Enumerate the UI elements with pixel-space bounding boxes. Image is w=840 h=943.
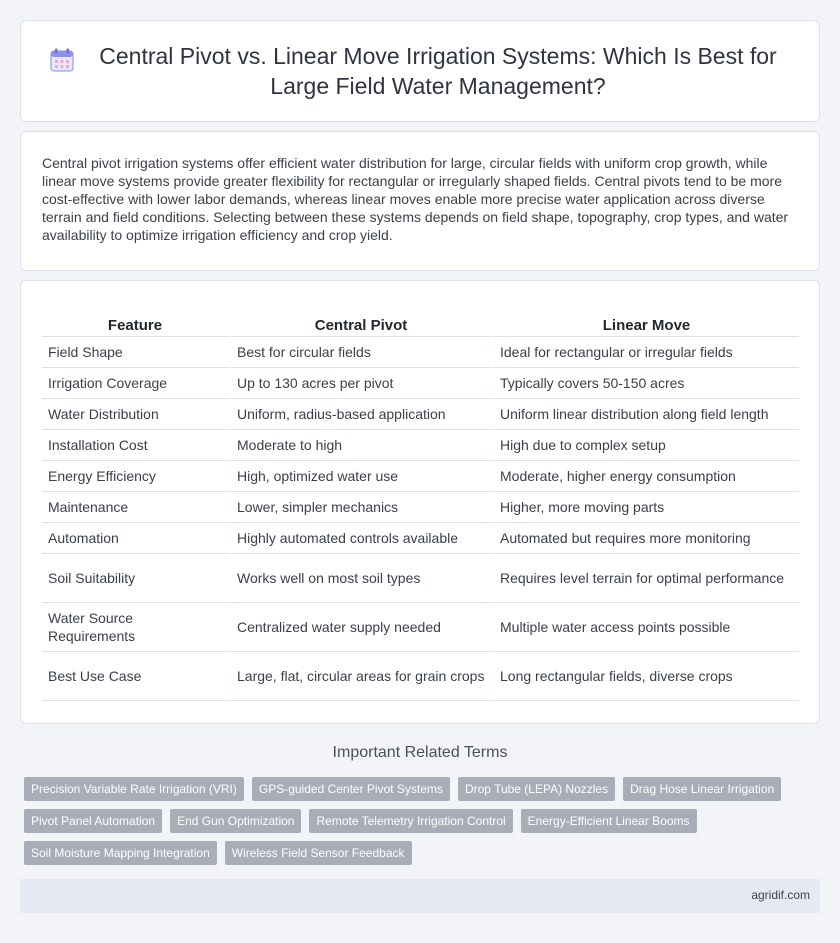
central-pivot-cell: Uniform, radius-based application [231,399,494,430]
linear-move-cell: Automated but requires more monitoring [494,523,799,554]
central-pivot-cell: Highly automated controls available [231,523,494,554]
central-pivot-cell: Lower, simpler mechanics [231,492,494,523]
linear-move-cell: Uniform linear distribution along field length [494,399,799,430]
feature-cell: Water Source Requirements [42,603,231,652]
table-row [42,430,799,461]
table-row [42,461,799,492]
footer-site-link[interactable]: agridif.com [751,888,810,902]
table-row [42,337,799,368]
feature-cell: Irrigation Coverage [42,368,231,399]
related-term-tag[interactable]: Remote Telemetry Irrigation Control [309,809,512,833]
related-term-tag[interactable]: Drop Tube (LEPA) Nozzles [458,777,615,801]
central-pivot-cell: Centralized water supply needed [231,603,494,652]
table-row [42,492,799,523]
central-pivot-cell: Best for circular fields [231,337,494,368]
related-term-tag[interactable]: Wireless Field Sensor Feedback [225,841,412,865]
table-row [42,523,799,554]
related-term-tag[interactable]: Drag Hose Linear Irrigation [623,777,781,801]
summary-paragraph: Central pivot irrigation systems offer efficient water distribution for large, circular fields with uniform crop growth, while linear move systems provide greater flexibility for rectangular or irregularly shaped fields. Central pivots tend to be more cost-effective with lower labor demands, whereas linear moves enable more precise water application across diverse terrain and field conditions. Selecting between these systems depends on field shape, topography, crop types, and water availability to optimize irrigation efficiency and crop yield. [42,155,789,243]
table-row [42,554,799,603]
linear-move-cell: Multiple water access points possible [494,603,799,652]
table-row [42,368,799,399]
summary-card [20,131,820,271]
central-pivot-cell: High, optimized water use [231,461,494,492]
header-linear-move: Linear Move [494,315,799,337]
comparison-table-card [20,280,820,724]
feature-cell: Installation Cost [42,430,231,461]
linear-move-cell: Higher, more moving parts [494,492,799,523]
related-term-tag[interactable]: Pivot Panel Automation [24,809,162,833]
related-term-tag[interactable]: GPS-guided Center Pivot Systems [252,777,450,801]
central-pivot-cell: Up to 130 acres per pivot [231,368,494,399]
central-pivot-cell: Moderate to high [231,430,494,461]
related-term-tag[interactable]: End Gun Optimization [170,809,301,833]
feature-cell: Maintenance [42,492,231,523]
feature-cell: Water Distribution [42,399,231,430]
footer [20,879,820,913]
related-terms-tags [24,777,814,865]
linear-move-cell: Long rectangular fields, diverse crops [494,652,799,701]
feature-cell: Soil Suitability [42,554,231,603]
comparison-table [42,315,799,701]
feature-cell: Best Use Case [42,652,231,701]
header-central-pivot: Central Pivot [231,315,494,337]
table-row [42,603,799,652]
feature-cell: Automation [42,523,231,554]
table-header-row [42,315,799,337]
page-title: Central Pivot vs. Linear Move Irrigation Systems: Which Is Best for Large Field Water Management? [99,43,777,99]
linear-move-cell: High due to complex setup [494,430,799,461]
title-card [20,20,820,122]
feature-cell: Field Shape [42,337,231,368]
related-term-tag[interactable]: Precision Variable Rate Irrigation (VRI) [24,777,244,801]
feature-cell: Energy Efficiency [42,461,231,492]
linear-move-cell: Moderate, higher energy consumption [494,461,799,492]
related-terms-heading: Important Related Terms [332,744,508,761]
table-row [42,399,799,430]
linear-move-cell: Requires level terrain for optimal performance [494,554,799,603]
linear-move-cell: Typically covers 50-150 acres [494,368,799,399]
table-row [42,652,799,701]
related-term-tag[interactable]: Soil Moisture Mapping Integration [24,841,217,865]
header-feature: Feature [42,315,231,337]
central-pivot-cell: Large, flat, circular areas for grain crops [231,652,494,701]
related-term-tag[interactable]: Energy-Efficient Linear Booms [521,809,697,833]
central-pivot-cell: Works well on most soil types [231,554,494,603]
linear-move-cell: Ideal for rectangular or irregular fields [494,337,799,368]
